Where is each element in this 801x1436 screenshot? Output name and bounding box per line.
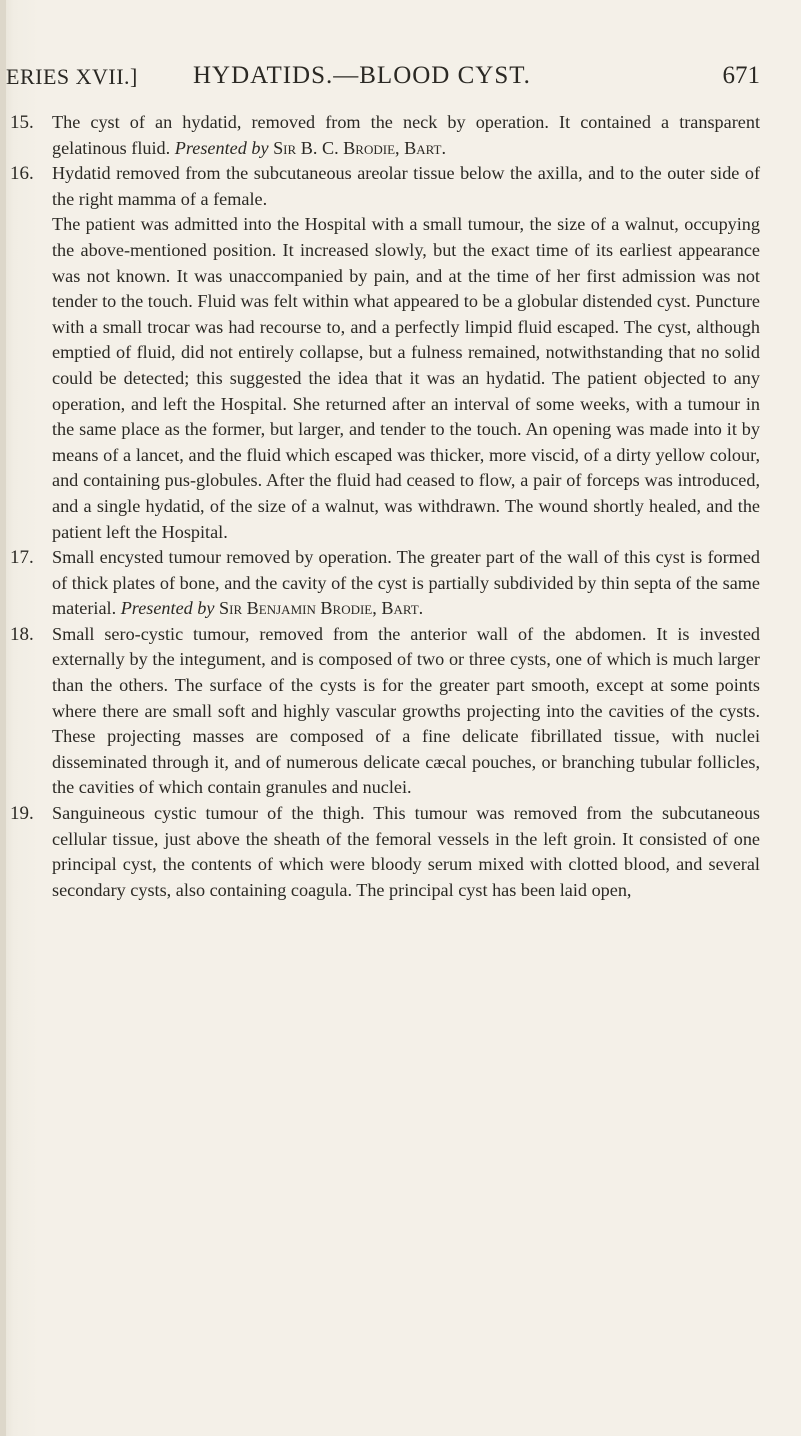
presented-by-label: Presented by: [120, 598, 215, 619]
running-header: [0, 62, 760, 94]
presenter-name: Sir B. C. Brodie, Bart.: [273, 137, 447, 158]
entry-description: [52, 545, 760, 622]
case-history-paragraph: The patient was admitted into the Hospital with a small tumour, the size of a walnut, occupying the above-mentioned position. It increased slowly, but the exact time of its earliest appearance was not known. It was unaccompanied by pain, and at the time of her first admission was not tender to the touch. Fluid was felt within what appeared to be a globular distended cyst. Puncture with a small trocar was had recourse to, and a perfectly limpid fluid escaped. The cyst, although emptied of fluid, did not entirely collapse, but a fulness remained, notwithstanding that no solid could be detected; this suggested the idea that it was an hydatid. The patient objected to any operation, and left the Hospital. She returned after an interval of some weeks, with a tumour in the same place as the former, but larger, and tender to the touch. An opening was made into it by means of a lancet, and the fluid which escaped was thicker, more viscid, of a dirty yellow colour, and containing pus-globules. After the fluid had ceased to flow, a pair of forceps was introduced, and a single hydatid, of the size of a walnut, was withdrawn. The wound shortly healed, and the patient left the Hospital.: [52, 214, 760, 542]
entry-description: [52, 110, 760, 161]
entry-description: Small sero-cystic tumour, removed from the anterior wall of the abdomen. It is invested externally by the integument, and is composed of two or three cysts, one of which is much larger than the others. The surface of the cysts is for the greater part smooth, except at some points where there are small soft and highly vascular growths projecting into the cavities of the cysts. These projecting masses are composed of a fine delicate fibrillated tissue, with nuclei disseminated through it, and of numerous delicate cæcal pouches, or branching tubular follicles, the cavities of which contain granules and nuclei.: [52, 623, 760, 798]
catalogue-entry-18: [0, 622, 760, 801]
entry-description: Hydatid removed from the subcutaneous areolar tissue below the axilla, and to the outer side of the right mamma of a female.: [52, 163, 760, 209]
presented-by-label: Presented by: [174, 137, 269, 158]
entry-text: The cyst of an hydatid, removed from the neck by operation. It contained a transparent gelatinous fluid.: [52, 112, 760, 158]
series-label: ERIES XVII.]: [6, 64, 138, 89]
entry-number: 19.: [10, 803, 34, 825]
presenter-name: Sir Benjamin Brodie, Bart.: [219, 598, 424, 619]
page-number: 671: [722, 62, 760, 89]
catalogue-entry-17: [0, 545, 760, 622]
catalogue-entry-19: [0, 801, 760, 903]
entry-number: 17.: [10, 547, 34, 569]
catalogue-entry-16: [0, 161, 760, 545]
entry-number: 16.: [10, 163, 34, 185]
catalogue-entries: [0, 110, 790, 903]
entry-number: 15.: [10, 112, 34, 133]
running-title: HYDATIDS.—BLOOD CYST.: [193, 62, 531, 89]
entry-number: 18.: [10, 623, 34, 645]
entry-text: Small encysted tumour removed by operation. The greater part of the wall of this cyst is formed of thick plates of bone, and the cavity of the cyst is partially subdivided by thin septa of the same material.: [52, 547, 760, 619]
catalogue-entry-15: [0, 110, 760, 161]
entry-description: Sanguineous cystic tumour of the thigh. This tumour was removed from the subcutaneous cellular tissue, just above the sheath of the femoral vessels in the left groin. It consisted of one principal cyst, the contents of which were bloody serum mixed with clotted blood, and several secondary cysts, also containing coagula. The principal cyst has been laid open,: [52, 803, 760, 900]
